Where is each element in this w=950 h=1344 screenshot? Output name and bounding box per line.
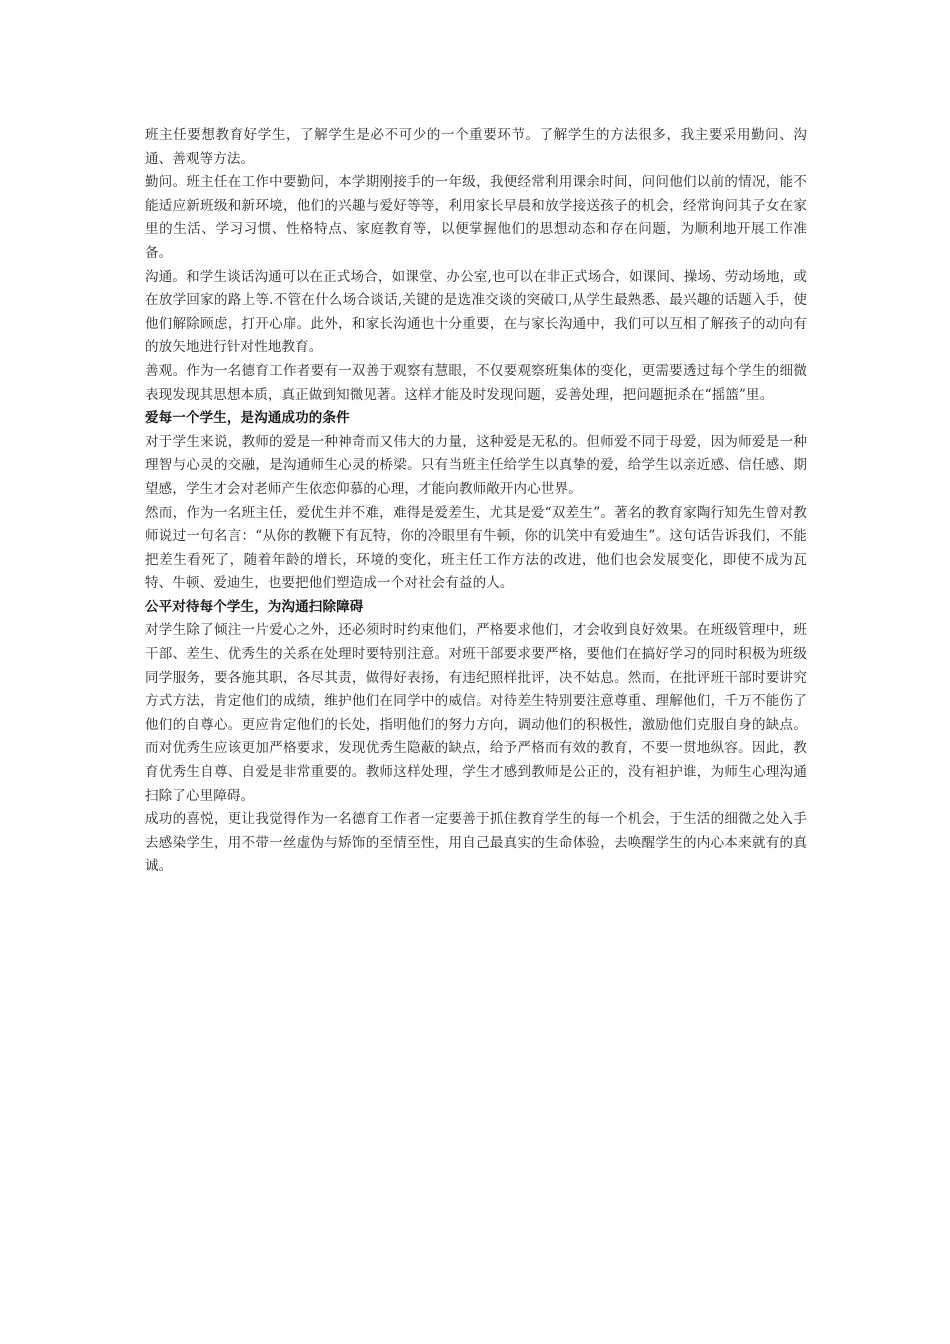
paragraph-shanguan: 善观。作为一名德育工作者要有一双善于观察有慧眼，不仅要观察班集体的变化，更需要透过每个学生的细微表现发现其思想本质，真正做到知微见著。这样才能及时发现问题，妥善处理，把问题扼杀在“摇篮”里。 [145,362,807,403]
paragraph-conclusion: 成功的喜悦，更让我觉得作为一名德育工作者一定要善于抓住教育学生的每一个机会，于生活的细微之处入手去感染学生，用不带一丝虚伪与矫饰的至情至性，用自己最真实的生命体验，去唤醒学生的内心本来就有的真诚。 [145,811,807,875]
paragraph-teacher-love: 对于学生来说，教师的爱是一种神奇而又伟大的力量，这种爱是无私的。但师爱不同于母爱，因为师爱是一种理智与心灵的交融，是沟通师生心灵的桥梁。只有当班主任给学生以真挚的爱，给学生以亲近感、信任感、期望感，学生才会对老师产生依恋仰慕的心理，才能向教师敞开内心世界。 [145,433,807,497]
paragraph-poor-students: 然而，作为一名班主任，爱优生并不难，难得是爱差生，尤其是爱“双差生”。著名的教育家陶行知先生曾对教师说过一句名言：“从你的教鞭下有瓦特，你的冷眼里有牛顿，你的讥笑中有爱迪生”。这句话告诉我们，不能把差生看死了，随着年龄的增长，环境的变化，班主任工作方法的改进，他们也会发展变化，即使不成为瓦特、牛顿、爱迪生，也要把他们塑造成一个对社会有益的人。 [145,504,807,592]
paragraph-goutong: 沟通。和学生谈话沟通可以在正式场合，如课堂、办公室,也可以在非正式场合，如课间、操场、劳动场地，或在放学回家的路上等.不管在什么场合谈话,关键的是选准交谈的突破口,从学生最熟悉、最兴趣的话题入手，使他们解除顾虑，打开心扉。此外，和家长沟通也十分重要，在与家长沟通中，我们可以互相了解孩子的动向有的放矢地进行针对性地教育。 [145,268,807,356]
paragraph-qinwen: 勤问。班主任在工作中要勤问，本学期刚接手的一年级，我便经常利用课余时间，问问他们以前的情况，能不能适应新班级和新环境，他们的兴趣与爱好等等，利用家长早晨和放学接送孩子的机会，经常询问其子女在家里的生活、学习习惯、性格特点、家庭教育等，以便掌握他们的思想动态和存在问题，为顺利地开展工作准备。 [145,174,807,261]
section-heading-love: 爱每一个学生，是沟通成功的条件 [145,410,350,427]
paragraph-intro: 班主任要想教育好学生，了解学生是必不可少的一个重要环节。了解学生的方法很多，我主要采用勤问、沟通、善观等方法。 [145,127,807,167]
paragraph-fairness: 对学生除了倾注一片爱心之外，还必须时时约束他们，严格要求他们，才会收到良好效果。在班级管理中，班干部、差生、优秀生的关系在处理时要特别注意。对班干部要求要严格，要他们在搞好学习的同时积极为班级同学服务，要各施其职，各尽其责，做得好表扬，有违纪照样批评，决不姑息。然而，在批评班干部时要讲究方式方法，肯定他们的成绩，维护他们在同学中的威信。对待差生特别要注意尊重、理解他们，千万不能伤了他们的自尊心。更应肯定他们的长处，指明他们的努力方向，调动他们的积极性，激励他们克服自身的缺点。而对优秀生应该更加严格要求，发现优秀生隐蔽的缺点，给予严格而有效的教育，不要一贯地纵容。因此，教育优秀生自尊、自爱是非常重要的。教师这样处理，学生才感到教师是公正的，没有袒护谁，为师生心理沟通扫除了心里障碍。 [145,622,807,804]
section-heading-fairness: 公平对待每个学生，为沟通扫除障碍 [145,598,364,615]
document-body [145,124,807,879]
